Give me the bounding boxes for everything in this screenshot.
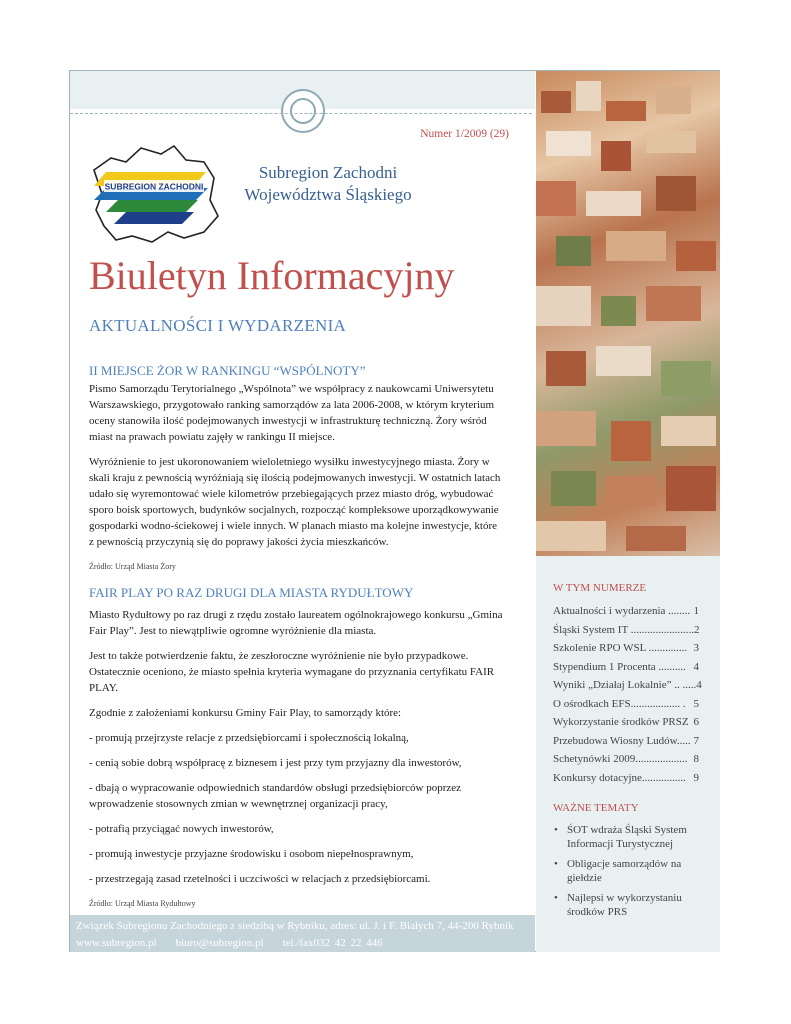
topics-heading: WAŻNE TEMATY [553, 802, 639, 814]
article1-paragraph: Pismo Samorządu Terytorialnego „Wspólnota” we współpracy z naukowcami Uniwersytetu Warszawskiego, przygotowało ranking samorządów za lata 2006-2008, w którym kryterium oceny stanowiła ilość podejmowanych inwestycji w infrastrukturę techniczną. Żory wśród miast na prawach powiatu zajęły w rankingu II miejsce. [89, 383, 495, 443]
toc-item-page: 4 [693, 660, 699, 673]
article2-list-item: - dbają o wypracowanie odpowiednich standardów obsługi przedsiębiorców poprzez wprowadzenie stosownych zmian w wewnętrznej organizacji pracy, [89, 782, 462, 810]
toc-item-page: 3 [693, 642, 699, 654]
toc-item[interactable] [553, 750, 699, 769]
toc-item[interactable] [553, 602, 699, 621]
toc-heading: W TYM NUMERZE [553, 582, 647, 594]
article2-body [89, 607, 504, 921]
article2-list-item: - potrafią przyciągać nowych inwestorów, [89, 823, 274, 835]
article1-heading: II MIEJSCE ŻOR W RANKINGU “WSPÓLNOTY” [89, 363, 366, 378]
toc-item-page: 5 [693, 697, 699, 710]
toc-item-label: Wykorzystanie środków PRSZ [553, 716, 689, 728]
header-divider [70, 113, 532, 114]
toc-item-label: Stypendium 1 Procenta .......... [553, 660, 686, 673]
toc-item-label: Szkolenie RPO WSL .............. [553, 642, 688, 654]
toc-item-page: 8 [693, 753, 699, 765]
article2-paragraph: Jest to także potwierdzenie faktu, że zeszłoroczne wyróżnienie nie było przypadkowe. Ostatecznie oceniono, że miasto spełnia kryteria wymagane do przyznania certyfikatu FAIR PLAY. [89, 650, 495, 694]
org-name [228, 162, 428, 206]
org-name-line1: Subregion Zachodni [258, 163, 398, 182]
toc-item-label: Schetynówki 2009................... [553, 753, 688, 765]
website-link[interactable]: www.subregion.pl [76, 937, 157, 949]
page-title: Biuletyn Informacyjny [89, 253, 455, 298]
ring-ornament-icon [281, 89, 325, 133]
article2-list-item: - cenią sobie dobrą współpracę z biznesem i jest przy tym przyjazny dla inwestorów, [89, 757, 462, 769]
toc-item[interactable] [553, 695, 699, 714]
org-name-line2: Województwa Śląskiego [244, 185, 412, 204]
toc-item-label: O ośrodkach EFS.................. . [553, 697, 686, 710]
phone-number: tel./fax032 42 22 446 [282, 937, 383, 949]
toc-item[interactable] [553, 732, 699, 751]
article2-source: Źródło: Urząd Miasta Rydułtowy [89, 899, 196, 908]
article1-body [89, 381, 504, 584]
toc-item[interactable] [553, 713, 699, 732]
toc-item-page: 4 [696, 679, 702, 691]
issue-number: Numer 1/2009 (29) [420, 128, 509, 140]
toc-item-page: 2 [693, 623, 700, 636]
email-link[interactable]: biuro@subregion.pl [175, 937, 264, 949]
toc-item-label: Aktualności i wydarzenia ........ [553, 605, 691, 617]
article2-list-item: - promują inwestycje przyjazne środowisku i osobom niepełnosprawnym, [89, 848, 414, 860]
logo-text: SUBREGION ZACHODNI [104, 181, 204, 192]
topic-item[interactable]: • ŚOT wdraża Śląski System Informacji Turystycznej [553, 823, 709, 851]
toc-item[interactable] [553, 621, 699, 640]
topics-list [553, 823, 709, 925]
article2-list-item: - promują przejrzyste relacje z przedsiębiorcami i społecznością lokalną, [89, 732, 409, 744]
section-heading: AKTUALNOŚCI I WYDARZENIA [89, 316, 347, 335]
toc-item-label: Wyniki „Działaj Lokalnie” .. ..... [553, 679, 697, 691]
subregion-logo [86, 140, 226, 246]
article1-paragraph: Wyróżnienie to jest ukoronowaniem wieloletniego wysiłku inwestycyjnego miasta. Żory w skali kraju z pewnością wyróżniają się ilością podejmowanych inwestycji. W ostatnich latach udało się wyremontować wiele kilometrów przebiegających przez miasto dróg, wybudować sporo boisk sportowych, budynków socjalnych, rozpocząć kompleksowe uporządkowywanie gospodarki wodno-ściekowej i wiele innych. W planach miasto ma kolejne inwestycje, które z pewnością przyczynią się do poprawy jakości życia mieszkańców. [89, 456, 501, 548]
toc-item-label: Przebudowa Wiosny Ludów..... [553, 734, 691, 747]
topic-item[interactable]: • Najlepsi w wykorzystaniu środków PRS [553, 891, 709, 919]
footer-address: Związek Subregionu Zachodniego z siedzibą w Rybniku, adres: ul. J. i F. Białych 7, 44-200 Rybnik [76, 920, 514, 932]
aerial-city-photo [536, 71, 720, 556]
toc-item-label: Śląski System IT ....................... [553, 623, 694, 636]
toc-item[interactable] [553, 658, 699, 677]
article2-paragraph: Miasto Rydułtowy po raz drugi z rzędu zostało laureatem ogólnokrajowego konkursu „Gmina Fair Play”. Jest to niewątpliwie ogromne wyróżnienie dla miasta. [89, 609, 503, 637]
table-of-contents [553, 602, 702, 787]
topic-item[interactable]: • Obligacje samorządów na giełdzie [553, 857, 709, 885]
toc-item-page: 9 [693, 771, 699, 784]
toc-item-page: 1 [693, 605, 699, 617]
toc-item-page: 6 [693, 716, 699, 728]
article1-source: Źródło: Urząd Miasta Żory [89, 562, 176, 571]
article2-heading: FAIR PLAY PO RAZ DRUGI DLA MIASTA RYDUŁTOWY [89, 585, 414, 600]
toc-item-page: 7 [693, 734, 699, 747]
article2-paragraph: Zgodnie z założeniami konkursu Gminy Fair Play, to samorządy które: [89, 707, 402, 719]
toc-item[interactable] [553, 769, 699, 788]
toc-item[interactable] [553, 639, 699, 658]
footer-contacts [76, 937, 383, 949]
article2-list-item: - przestrzegają zasad rzetelności i uczciwości w relacjach z przedsiębiorcami. [89, 873, 431, 885]
toc-item[interactable] [553, 676, 702, 695]
toc-item-label: Konkursy dotacyjne................ [553, 771, 686, 784]
